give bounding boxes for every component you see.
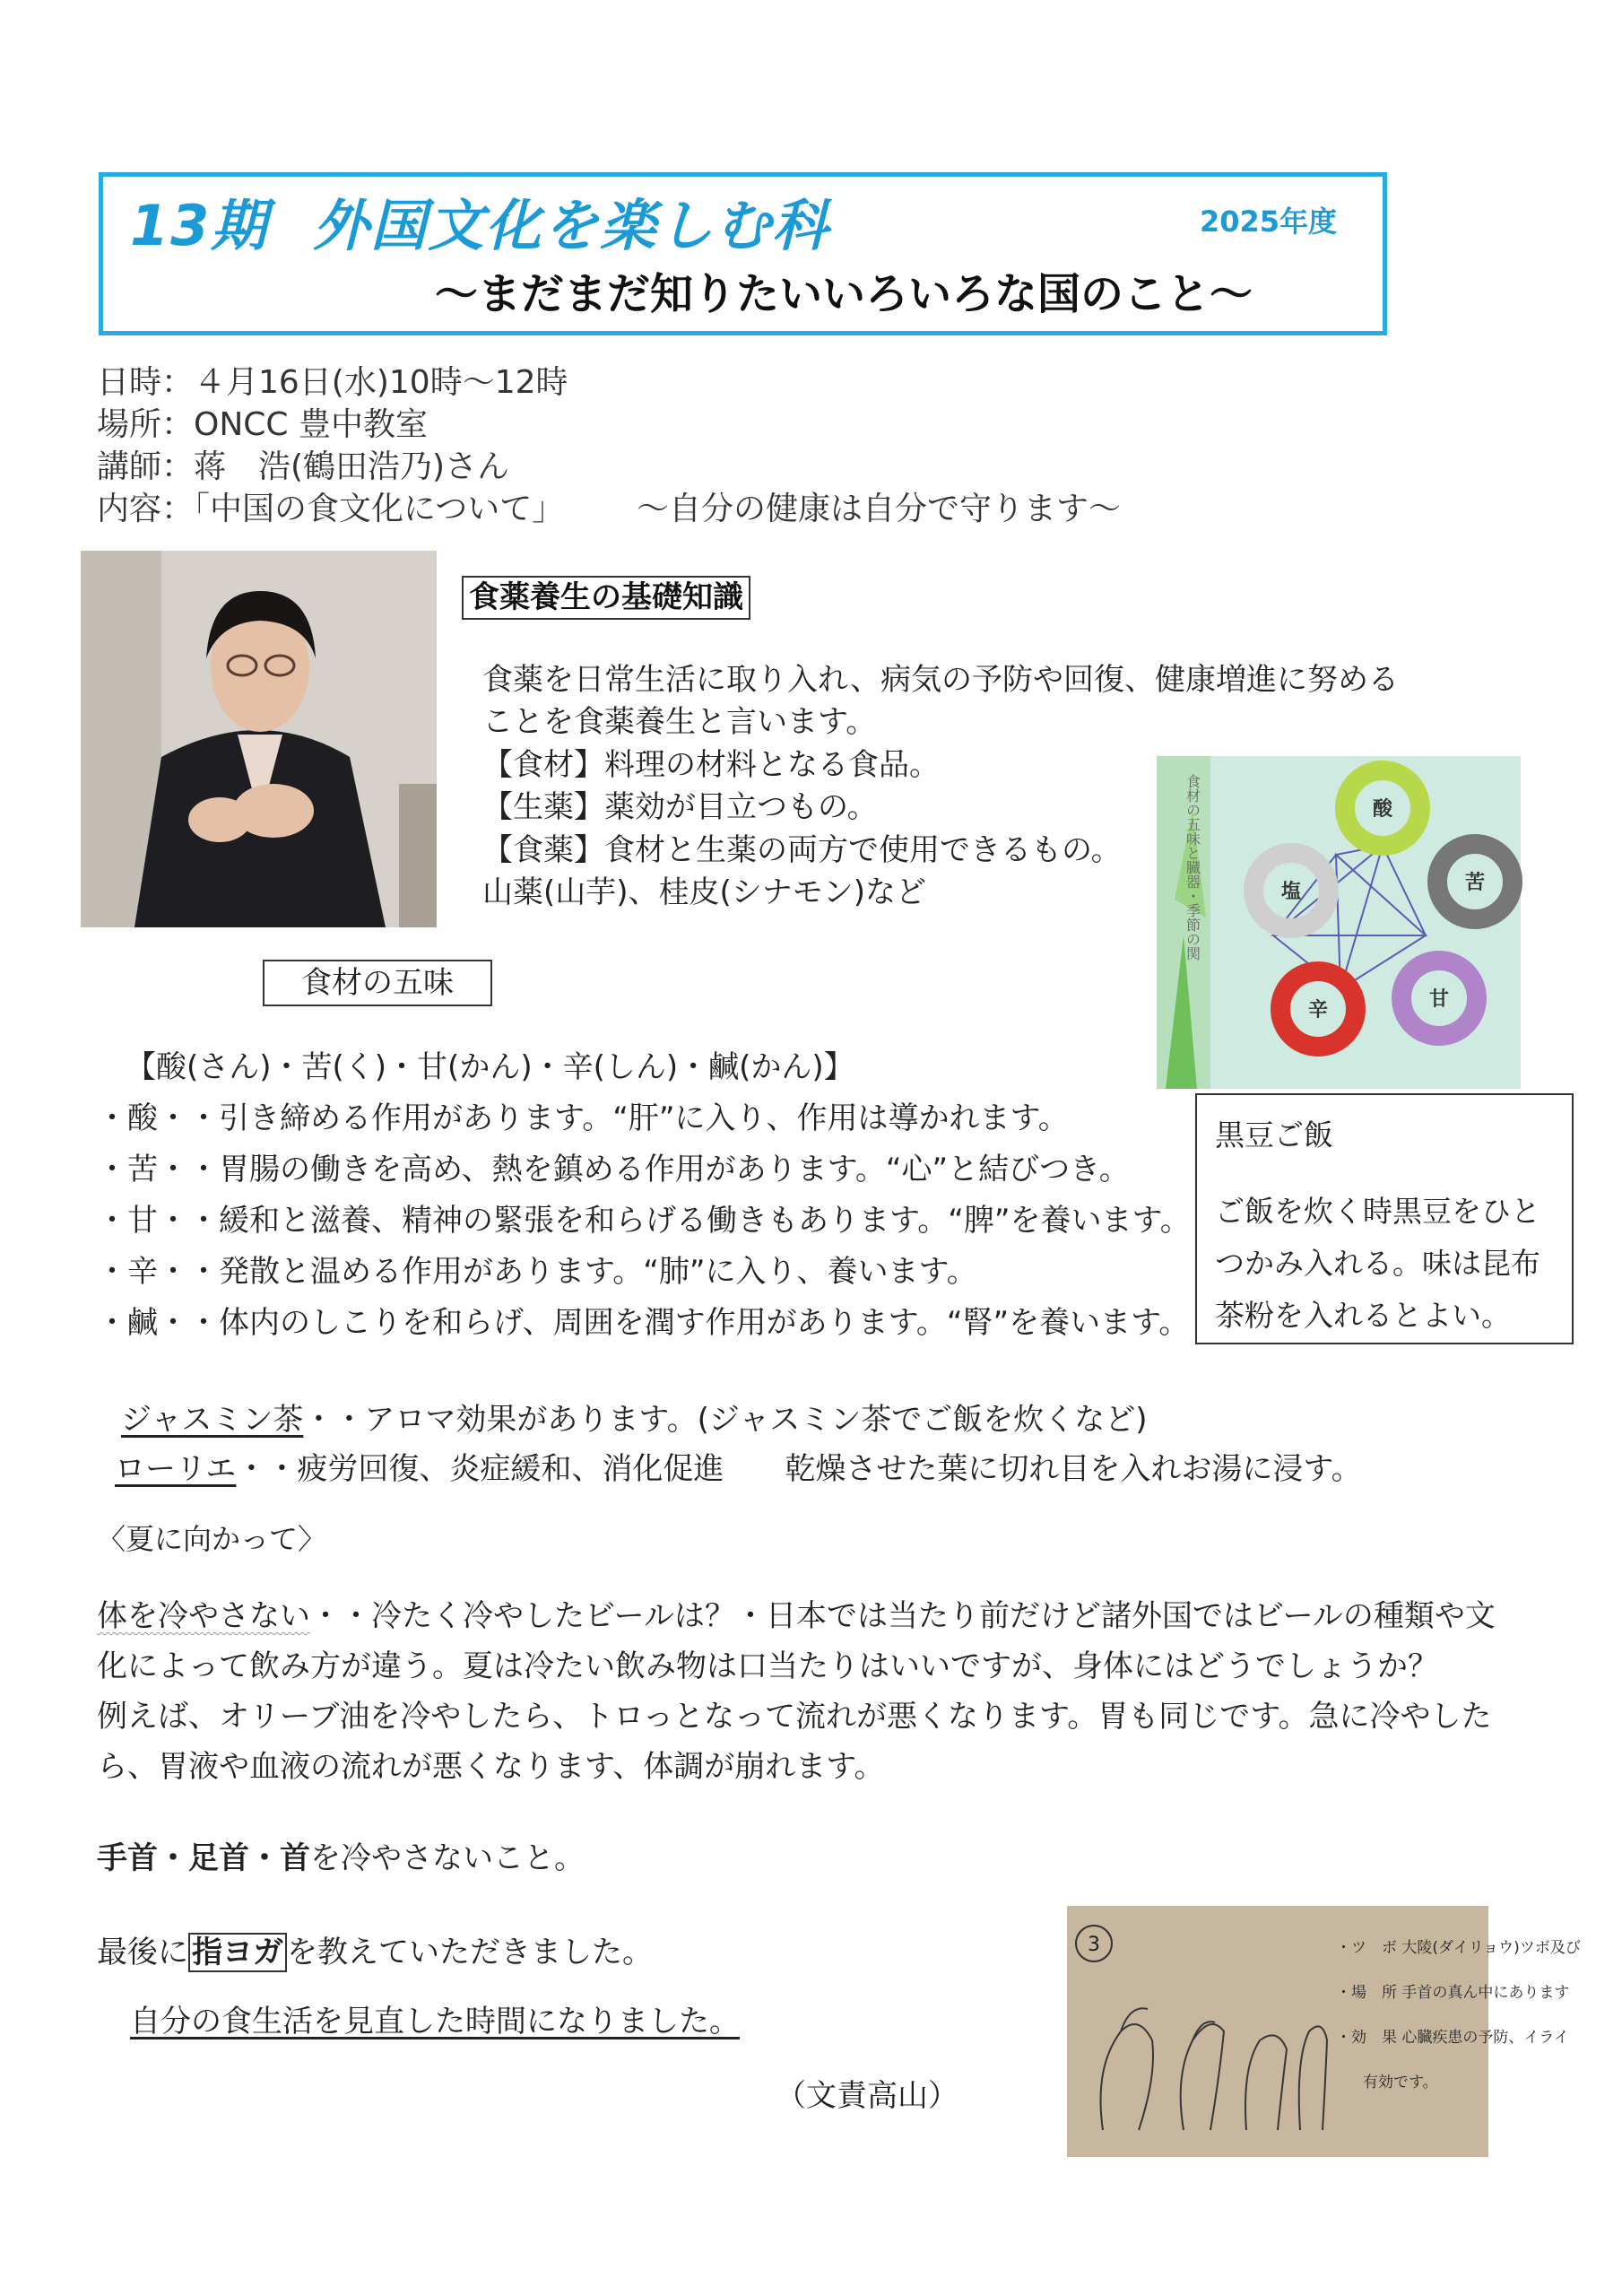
handout-line-3: ・効 果 心臓疾患の予防、イライ (1336, 2029, 1569, 2047)
term-number: 13期 (130, 193, 269, 258)
fiscal-year: 2025年度 (1200, 204, 1338, 239)
summer-line-1-rest: ・・冷たく冷やしたビールは？・日本では当たり前だけど諸外国ではビールの種類や文 (310, 1598, 1496, 1634)
jasmine-tea-text: ・・アロマ効果があります。(ジャスミン茶でご飯を炊くなど) (303, 1402, 1148, 1438)
summer-line-2: 化によって飲み方が違う。夏は冷たい飲み物は口当たりはいいですが、身体にはどうでしょうか？ (97, 1648, 1438, 1684)
course-name: 外国文化を楽しむ科 (313, 193, 830, 258)
basics-line-5: 【食薬】食材と生薬の両方で使用できるもの。 (482, 832, 1122, 868)
laurier-text: ・・疲労回復、炎症緩和、消化促進 乾燥させた葉に切れ目を入れお湯に浸す。 (236, 1451, 1362, 1487)
basics-line-1: 食薬を日常生活に取り入れ、病気の予防や回復、健康増進に努める (482, 662, 1400, 698)
info-date: 日時：４月16日(水)10時～12時 (97, 364, 568, 401)
finger-yoga-note (97, 1935, 653, 1971)
neck-word: 首 (280, 1840, 310, 1876)
course-title (130, 193, 829, 259)
chart-label-pungent: 辛 (1307, 999, 1329, 1022)
finger-yoga-post: を教えていただきました。 (287, 1935, 653, 1970)
summer-line-4: ら、胃液や血液の流れが悪くなります、体調が崩れます。 (97, 1749, 885, 1785)
flavor-bitter: ・苦・・胃腸の働きを高め、熱を鎮める作用があります。“心”と結びつき。 (97, 1152, 1130, 1187)
five-flavors-chart-photo (1157, 756, 1521, 1089)
author-credit: （文責高山） (776, 2078, 958, 2114)
handout-line-1: ・ツ ボ 大陵(ダイリョウ)ツボ及び (1336, 1939, 1581, 1957)
dot-1: ・ (158, 1840, 188, 1876)
keep-warm-note (97, 1840, 585, 1877)
handout-line-2: ・場 所 手首の真ん中にあります (1336, 1984, 1570, 2002)
info-content-sub: ～自分の健康は自分で守ります～ (637, 491, 1122, 527)
summer-heading: 〈夏に向かって〉 (97, 1522, 327, 1556)
jasmine-tea-line (121, 1402, 1147, 1439)
summer-lead: 体を冷やさない (97, 1598, 310, 1634)
lecturer-photo (81, 551, 437, 927)
chart-label-sour: 酸 (1372, 798, 1393, 821)
course-subtitle: ～まだまだ知りたいいろいろな国のこと～ (435, 269, 1253, 319)
dot-2: ・ (249, 1840, 280, 1876)
wrist-word: 手首 (97, 1840, 158, 1876)
handout-number: 3 (1088, 1934, 1100, 1956)
finger-yoga-handout-photo (1067, 1906, 1581, 2157)
chart-label-salty: 塩 (1280, 881, 1302, 903)
flavor-sweet: ・甘・・緩和と滋養、精神の緊張を和らげる働きもあります。“脾”を養います。 (97, 1203, 1191, 1239)
black-bean-rice-line-1: ご飯を炊く時黒豆をひと (1215, 1194, 1540, 1229)
black-bean-rice-line-3: 茶粉を入れるとよい。 (1215, 1298, 1511, 1333)
conclusion-text: 自分の食生活を見直した時間になりました。 (130, 2004, 740, 2039)
five-flavors-list-header: 【酸(さん)・苦(く)・甘(かん)・辛(しん)・鹹(かん)】 (126, 1049, 854, 1085)
flavor-salty: ・鹹・・体内のしこりを和らげ、周囲を潤す作用があります。“腎”を養います。 (97, 1305, 1190, 1341)
black-bean-rice-title: 黒豆ご飯 (1215, 1118, 1333, 1152)
laurier-label: ローリエ (115, 1451, 237, 1487)
section-heading-basics: 食薬養生の基礎知識 (462, 576, 750, 620)
basics-line-3: 【食材】料理の材料となる食品。 (482, 747, 940, 783)
ankle-word: 足首 (188, 1840, 249, 1876)
info-place: 場所：ONCC 豊中教室 (97, 406, 428, 443)
jasmine-tea-label: ジャスミン茶 (121, 1402, 304, 1438)
chart-label-sweet: 甘 (1428, 988, 1450, 1011)
keep-warm-rest: を冷やさないこと。 (310, 1840, 585, 1876)
info-lecturer: 講師：蒋 浩(鶴田浩乃)さん (97, 448, 510, 485)
basics-line-4: 【生薬】薬効が目立つもの。 (482, 789, 878, 825)
summer-line-1 (97, 1598, 1496, 1635)
flavor-sour: ・酸・・引き締める作用があります。“肝”に入り、作用は導かれます。 (97, 1100, 1069, 1136)
basics-line-2: ことを食薬養生と言います。 (482, 704, 877, 740)
flavor-pungent: ・辛・・発散と温める作用があります。“肺”に入り、養います。 (97, 1254, 977, 1290)
info-content: 内容：「中国の食文化について」 (97, 491, 565, 527)
section-heading-five-flavors: 食材の五味 (263, 960, 492, 1006)
summer-line-3: 例えば、オリーブ油を冷やしたら、トロっとなって流れが悪くなります。胃も同じです。急に冷やした (97, 1699, 1492, 1735)
chart-side-text: 食材の五味と臓器・季節の関 (1184, 774, 1201, 961)
handout-line-4: 有効です。 (1363, 2074, 1438, 2092)
finger-yoga-pre: 最後に (97, 1935, 188, 1970)
laurier-line (115, 1451, 1362, 1488)
basics-line-6: 山薬(山芋)、桂皮(シナモン)など (482, 874, 927, 910)
black-bean-rice-line-2: つかみ入れる。味は昆布 (1215, 1246, 1540, 1281)
finger-yoga-word: 指ヨガ (188, 1933, 287, 1972)
chart-label-bitter: 苦 (1464, 872, 1486, 894)
